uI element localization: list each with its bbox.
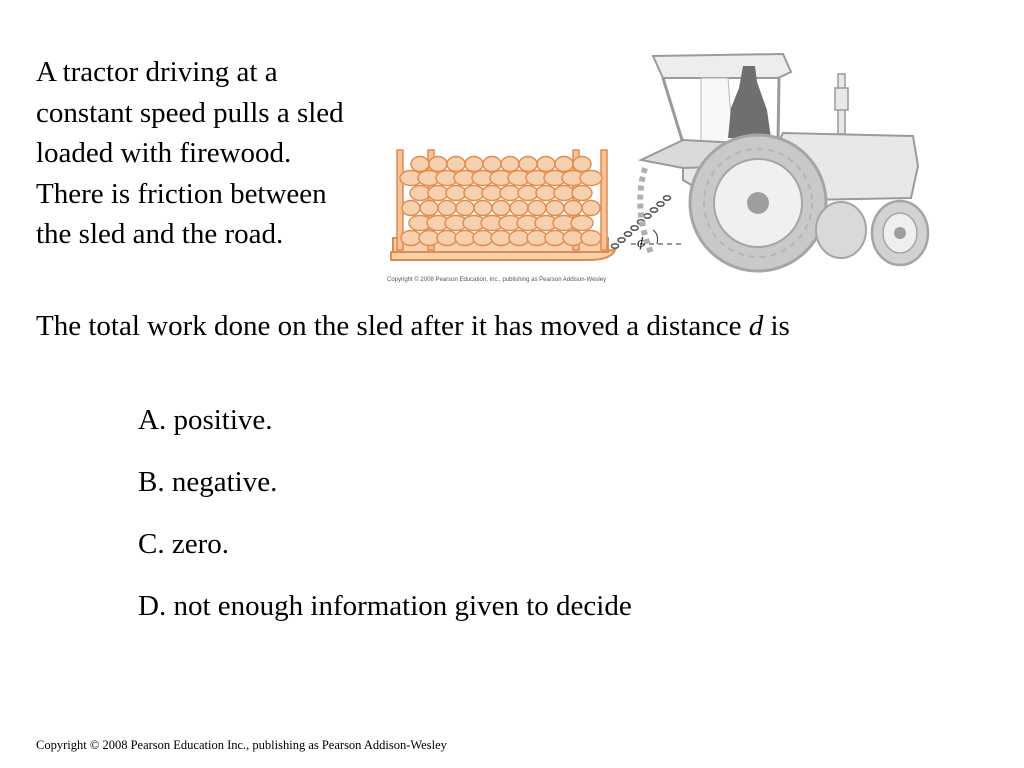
option-text: not enough information given to decide <box>173 590 632 622</box>
option-text: positive. <box>173 404 273 436</box>
tractor <box>640 54 928 271</box>
figure-copyright: Copyright © 2008 Pearson Education, Inc., publishing as Pearson Addison-Wesley <box>387 277 607 283</box>
tractor-sled-illustration <box>383 48 943 288</box>
option-b <box>138 462 632 524</box>
question-variable: d <box>748 310 764 342</box>
answer-options <box>138 400 632 648</box>
option-text: negative. <box>171 466 278 498</box>
option-letter: A. <box>138 404 167 436</box>
question-suffix: is <box>763 310 790 342</box>
problem-statement: A tractor driving at a constant speed pulls a sled loaded with firewood. There is friction between the sled and the road. <box>36 56 344 250</box>
option-a <box>138 400 632 462</box>
question-text <box>36 306 996 346</box>
option-letter: C. <box>138 528 165 560</box>
question-prefix: The total work done on the sled after it has moved a distance <box>36 310 749 342</box>
option-text: zero. <box>171 528 229 560</box>
option-d <box>138 586 632 648</box>
firewood-pile <box>400 157 602 246</box>
front-hub <box>894 227 906 239</box>
angle-label: ϕ <box>637 236 646 251</box>
rear-hub <box>747 192 769 214</box>
footer-copyright: Copyright © 2008 Pearson Education Inc., publishing as Pearson Addison-Wesley <box>36 738 447 752</box>
option-c <box>138 524 632 586</box>
option-letter: B. <box>138 466 165 498</box>
option-letter: D. <box>138 590 167 622</box>
sled-stake <box>601 150 607 250</box>
